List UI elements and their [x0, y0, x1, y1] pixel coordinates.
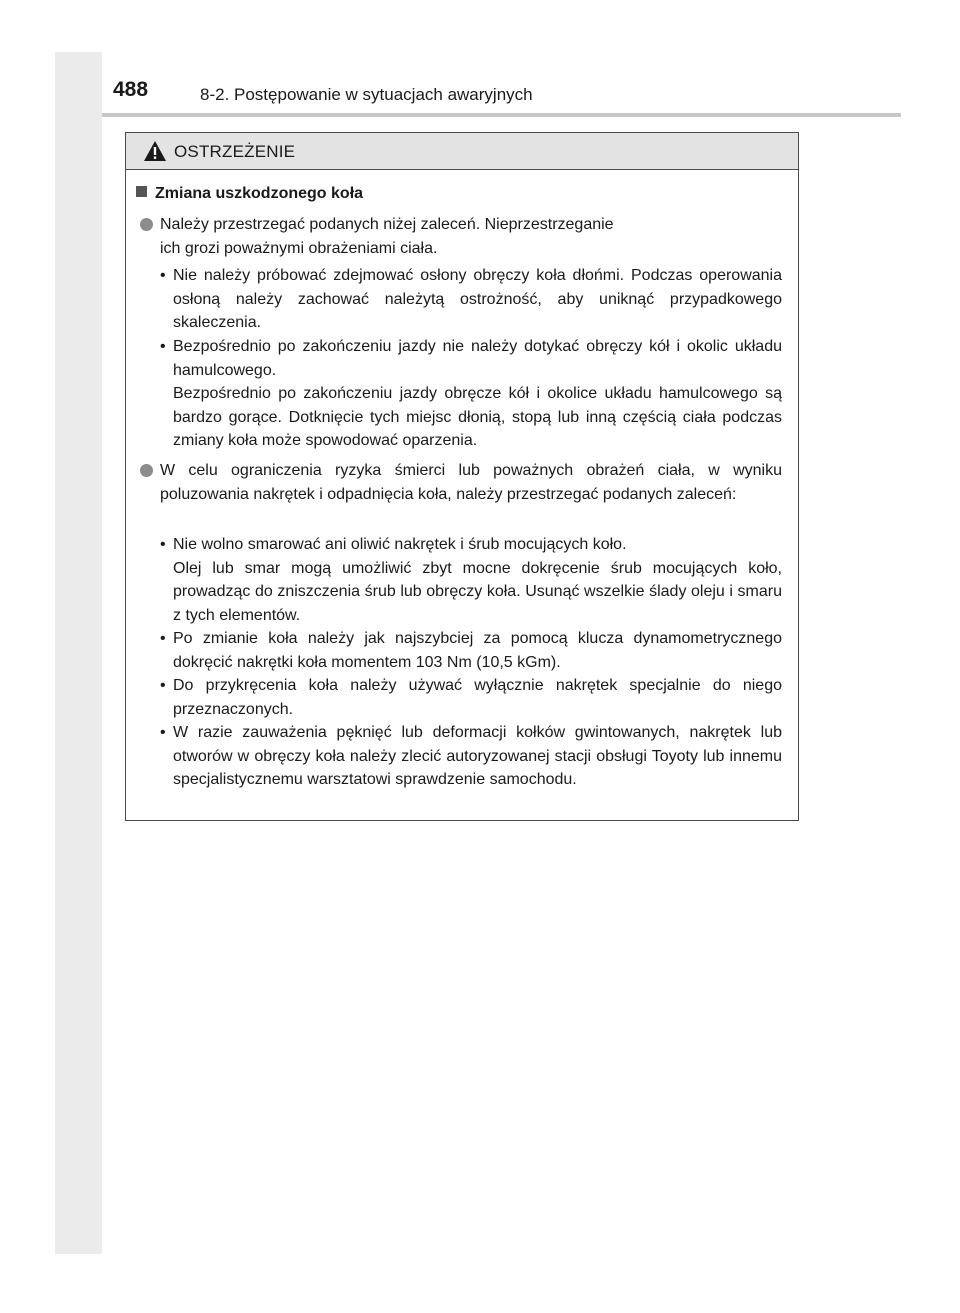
warning-header [126, 133, 798, 170]
sub-item [160, 627, 782, 674]
sub-item-text: Po zmianie koła należy jak najszybciej za pomocą klucza dynamometrycznego dokręcić nakrętki koła momentem 103 Nm (10,5 kGm). [173, 630, 782, 671]
page-number: 488 [113, 78, 149, 101]
sub-item-marker: • [160, 724, 166, 741]
sub-item-text: Nie wolno smarować ani oliwić nakrętek i śrub mocujących koło. [173, 536, 627, 553]
section-title: 8-2. Postępowanie w sytuacjach awaryjnych [200, 85, 533, 104]
sub-item-marker: • [160, 267, 166, 284]
bullet-2-text: W celu ograniczenia ryzyka śmierci lub poważnych obrażeń ciała, w wyniku poluzowania nakrętek i odpadnięcia koła, należy przestrzegać podanych zaleceń: [160, 462, 782, 503]
bullet-1-text: Należy przestrzegać podanych niżej zaleceń. Nieprzestrzeganie ich grozi poważnymi obrażeniami ciała. [160, 216, 614, 257]
warning-subheading [136, 185, 363, 203]
warning-title: OSTRZEŻENIE [174, 142, 296, 161]
sub-item-marker: • [160, 338, 166, 355]
header-rule [102, 113, 901, 117]
bullet-1 [140, 213, 782, 260]
sub-item-text: W razie zauważenia pęknięć lub deformacji kołków gwintowanych, nakrętek lub otworów w obręczy koła należy zlecić autoryzowanej stacji obsługi Toyoty lub innemu specjalistycznemu warsztatowi sprawdzenie samochodu. [173, 724, 782, 788]
sub-item [160, 335, 782, 453]
sub-item [160, 674, 782, 721]
sub-item-marker: • [160, 630, 166, 647]
warning-box [125, 132, 799, 821]
sub-item-marker: • [160, 677, 166, 694]
bullet-2 [140, 459, 782, 506]
side-margin-strip [55, 52, 102, 1254]
sub-item [160, 264, 782, 335]
sub-item-text: Do przykręcenia koła należy używać wyłącznie nakrętek specjalnie do niego przeznaczonych. [173, 677, 782, 718]
subheading-text: Zmiana uszkodzonego koła [155, 185, 364, 202]
circle-bullet-icon [140, 464, 153, 477]
sub-item-continuation: Bezpośrednio po zakończeniu jazdy obręcze kół i okolice układu hamulcowego są bardzo gorące. Dotknięcie tych miejsc dłonią, stopą lub inną częścią ciała podczas zmiany koła może spowodować oparzenia. [173, 385, 782, 449]
sub-item-marker: • [160, 536, 166, 553]
sub-item [160, 533, 782, 627]
circle-bullet-icon [140, 218, 153, 231]
sub-item-text: Bezpośrednio po zakończeniu jazdy nie należy dotykać obręczy kół i okolic układu hamulcowego. [173, 338, 782, 379]
warning-triangle-icon [143, 140, 167, 162]
sub-item-text: Nie należy próbować zdejmować osłony obręczy koła dłońmi. Podczas operowania osłoną należy zachować należytą ostrożność, aby uniknąć przypadkowego skaleczenia. [173, 267, 782, 331]
sub-item-continuation: Olej lub smar mogą umożliwić zbyt mocne dokręcenie śrub mocujących koło, prowadząc do zniszczenia śrub lub obręczy koła. Usunąć wszelkie ślady oleju i smaru z tych elementów. [173, 559, 782, 624]
square-bullet-icon [136, 186, 147, 197]
sub-item [160, 721, 782, 792]
